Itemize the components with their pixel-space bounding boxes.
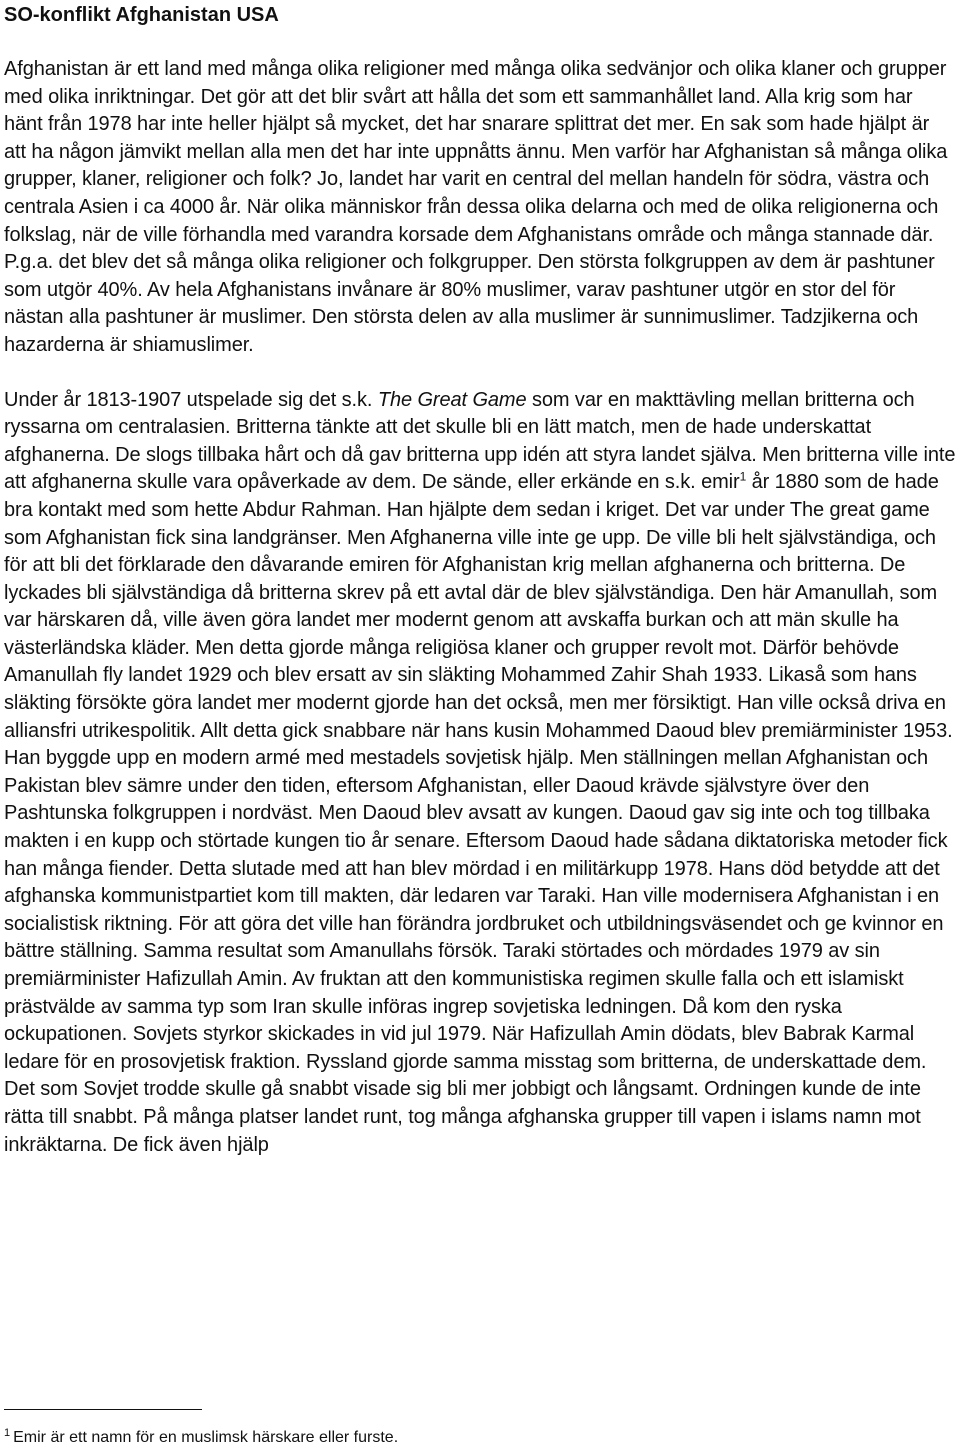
footnote-text: Emir är ett namn för en muslimsk härskare eller furste. <box>13 1429 399 1446</box>
paragraph-history-part-b: som var en makttävling mellan britterna och ryssarna om centralasien. Britterna tänkte att det skulle bli en lätt match, men de hade underskattat afghanerna. De slogs tillbaka hårt och då gav britterna upp idén att styra landet själva. Men britterna ville inte att afghanerna skulle vara opåverkade av dem. De sände, eller erkände en s.k. emir <box>4 388 956 494</box>
paragraph-intro: Afghanistan är ett land med många olika religioner med många olika sedvänjor och olika klaner och grupper med olika inriktningar. Det gör att det blir svårt att hålla det som ett sammanhållet land. Alla krig som har hänt från 1978 har inte heller hjälpt så mycket, det har snarare splittrat det mer. En sak som hade hjälpt är att ha någon jämvikt mellan alla men det har inte uppnåtts ännu. Men varför har Afghanistan så många olika grupper, klaner, religioner och folk? Jo, landet har varit en central del mellan handeln för södra, västra och centrala Asien i ca 4000 år. När olika människor från dessa olika delarna och med de olika religionerna och folkslag, när de ville förhandla med varandra korsade dem Afghanistans område och många stannade där. P.g.a. det blev det så många olika religioner och folkgrupper. Den största folkgruppen av dem är pashtuner som utgör 40%. Av hela Afghanistans invånare är 80% muslimer, varav pashtuner utgör en stor del för nästan alla pashtuner är muslimer. Den största delen av alla muslimer är sunnimuslimer. Tadzjikerna och hazarderna är shiamuslimer. <box>4 58 948 356</box>
footnote-divider <box>4 1409 202 1410</box>
footnote-marker: 1 <box>4 1426 11 1439</box>
footnote <box>4 1428 398 1448</box>
great-game-italic: The Great Game <box>377 388 527 411</box>
document-title: SO-konflikt Afghanistan USA <box>4 4 279 26</box>
paragraph-history <box>4 387 956 1160</box>
paragraph-history-part-a: Under år 1813-1907 utspelade sig det s.k. <box>4 388 373 411</box>
paragraph-history-part-c: år 1880 som de hade bra kontakt med som hette Abdur Rahman. Han hjälpte dem sedan i kriget. Det var under The great game som Afghanistan fick sina landgränser. Men Afghanerna ville inte ge upp. De ville bli helt självständiga, och för att bli det förklarade den dåvarande emiren för Afghanistan krig mellan afghanerna och britterna. De lyckades bli självständiga då britterna skrev på ett avtal där de blev självständiga. Den här Amanullah, som var härskaren då, ville även göra landet mer modernt genom att avskaffa burkan och att män skulle ha västerländska kläder. Men detta gjorde många religiösa klaner och grupper revolt mot. Därför behövde Amanullah fly landet 1929 och blev ersatt av sin släkting Mohammed Zahir Shah 1933. Likaså som hans släkting försökte göra landet mer modernt gjorde han det också, men mer försiktigt. Han ville också driva en alliansfri utrikespolitik. Allt detta gick snabbare när hans kusin Mohammed Daoud blev premiärminister 1953. Han byggde upp en modern armé med mestadels sovjetisk hjälp. Men ställningen mellan Afghanistan och Pakistan blev sämre under den tiden, eftersom Afghanistan, eller Daoud krävde självstyre över den Pashtunska folkgruppen i nordväst. Men Daoud blev avsatt av kungen. Daoud gav sig inte och tog tillbaka makten i en kupp och störtade kungen tio år senare. Eftersom Daoud hade sådana diktatoriska metoder fick han många fiender. Detta slutade med att han blev mördad i en militärkupp 1978. Hans död betydde att det afghanska kommunistpartiet kom till makten, där ledaren var Taraki. Han ville modernisera Afghanistan i en socialistisk riktning. För att göra det ville han förändra jordbruket och utbildningsväsendet och ge kvinnor en bättre ställning. Samma resultat som Amanullahs försök. Taraki störtades och mördades 1979 av sin premiärminister Hafizullah Amin. Av fruktan att den kommunistiska regimen skulle falla och ett islamiskt prästvälde av samma typ som Iran skulle införas ingrep sovjetiska ledningen. Då kom den ryska ockupationen. Sovjets styrkor skickades in vid jul 1979. När Hafizullah Amin dödats, blev Babrak Karmal ledare för en prosovjetisk fraktion. Ryssland gjorde samma misstag som britterna, de underskattade dem. Det som Sovjet trodde skulle gå snabbt visade sig bli mer jobbigt och långsamt. Ordningen kunde de inte rätta till snabbt. På många platser landet runt, tog många afghanska grupper till vapen i islams namn mot inkräktarna. De fick även hjälp <box>4 471 953 1156</box>
document-page <box>4 0 956 1159</box>
footnote-reference[interactable]: 1 <box>739 469 747 484</box>
